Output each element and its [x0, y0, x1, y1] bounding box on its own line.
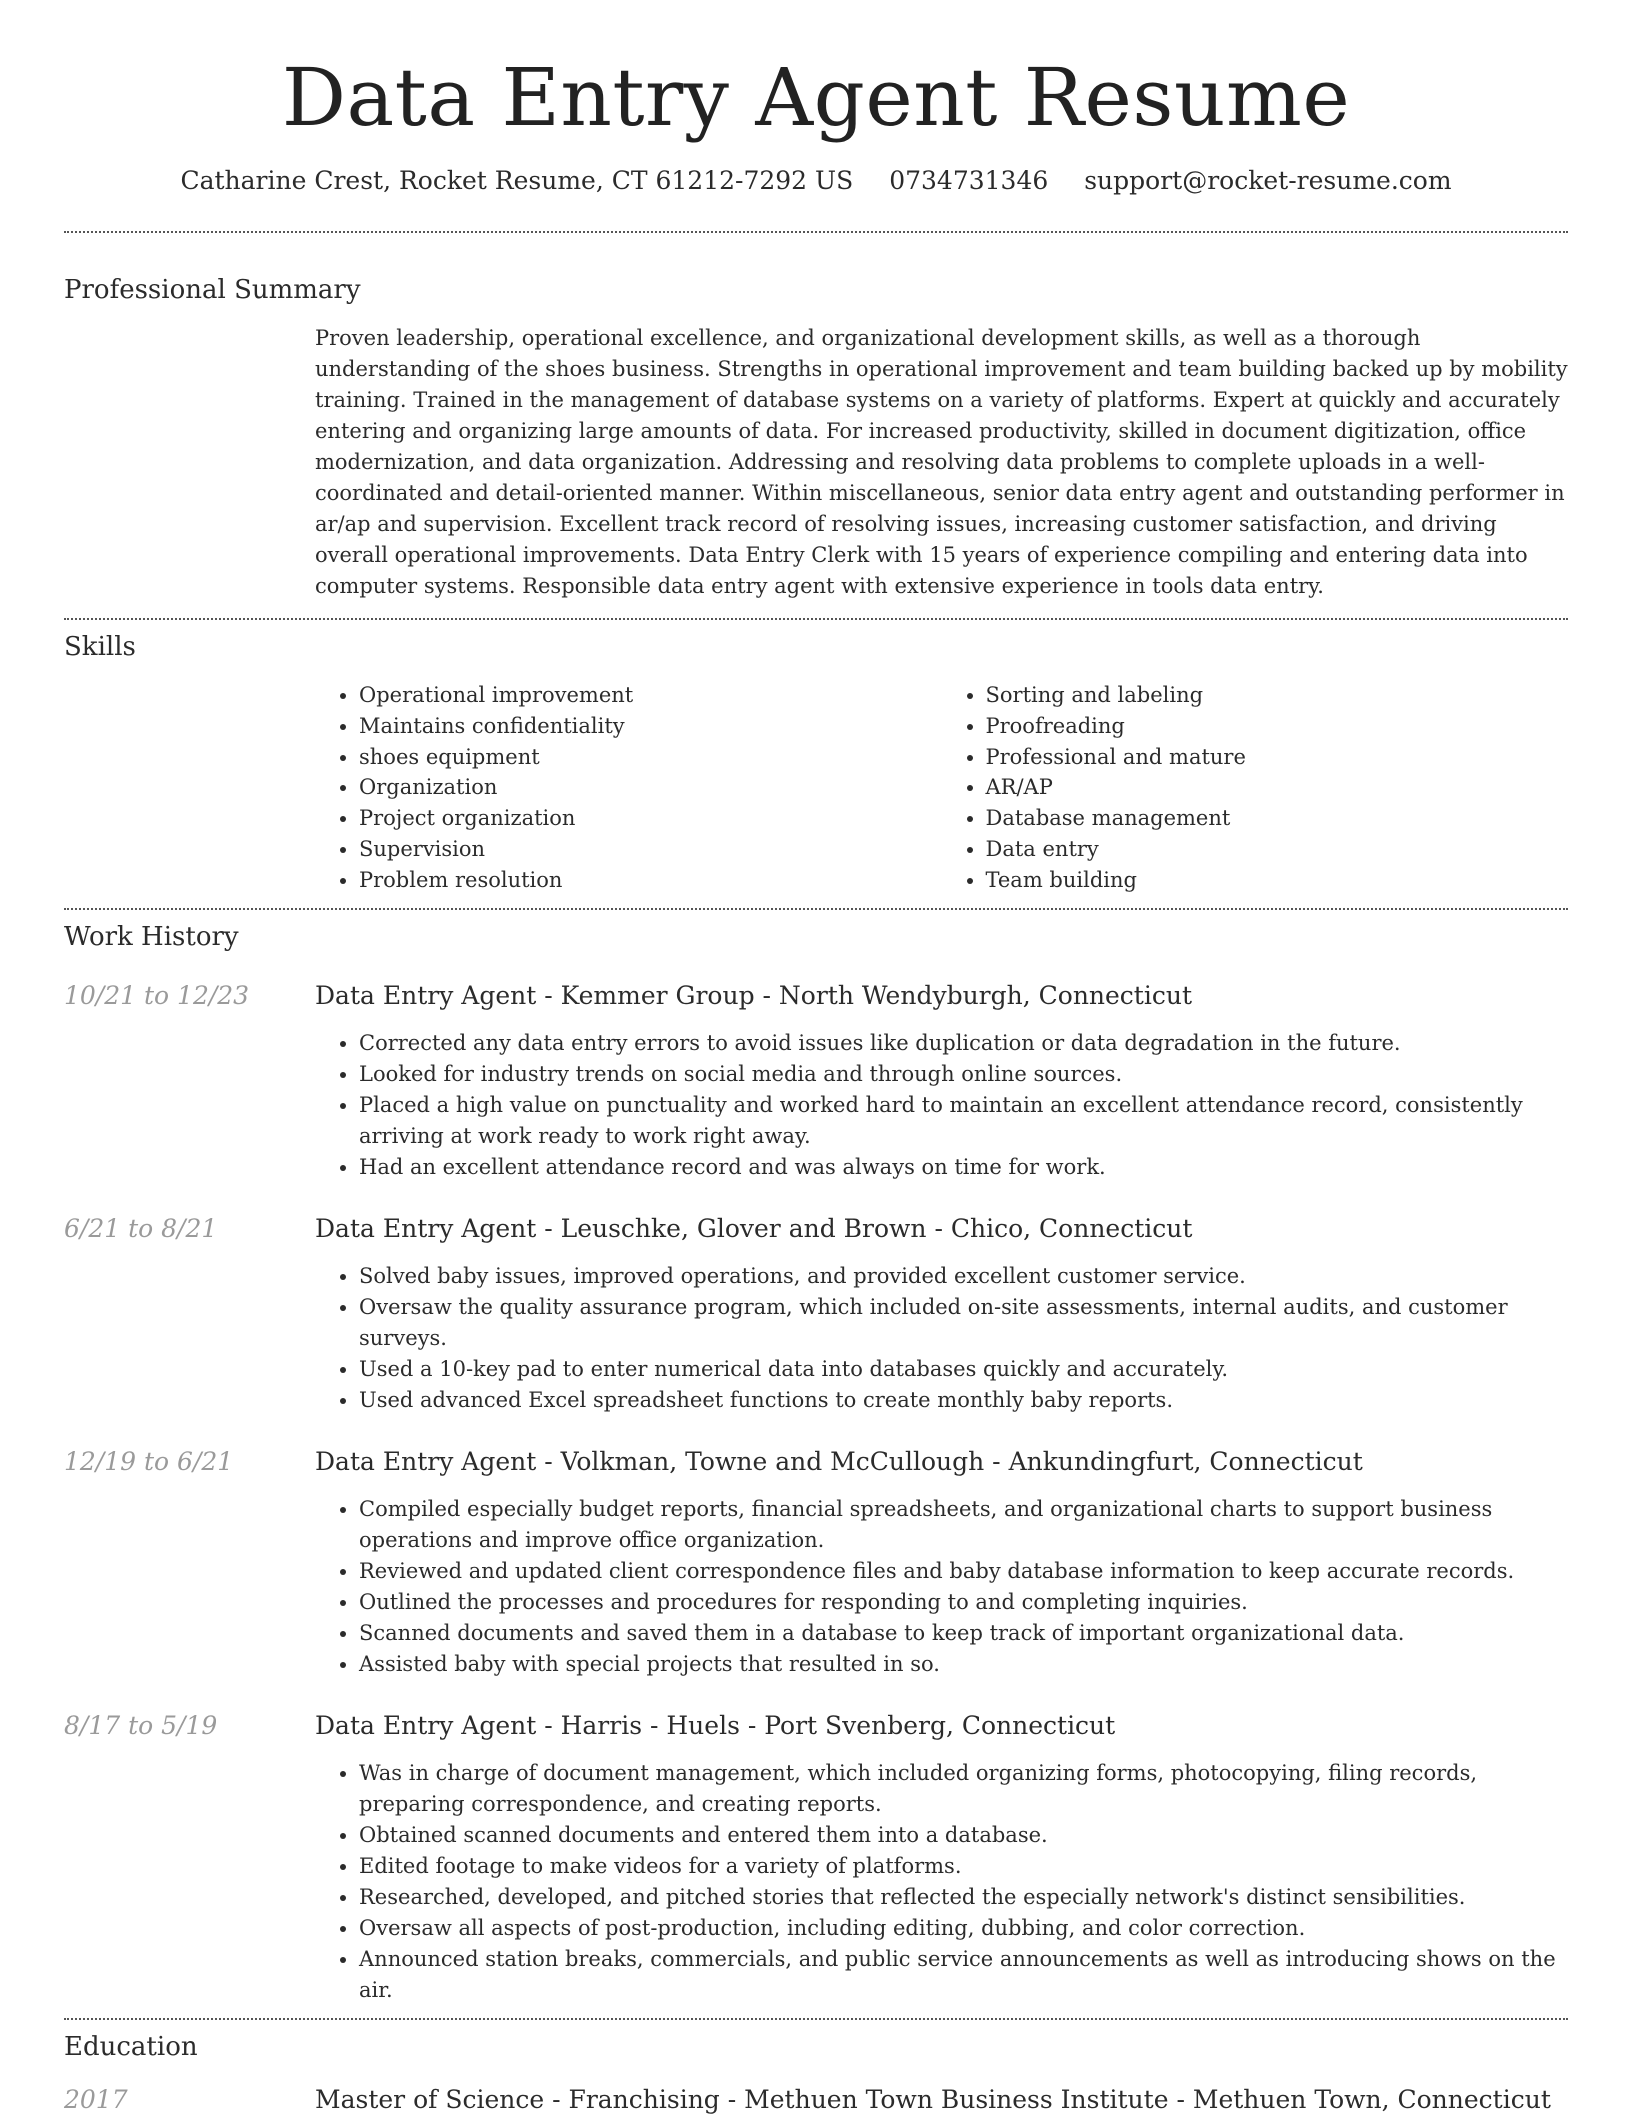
job-dates: 10/21 to 12/23 — [64, 980, 250, 1010]
job-bullet: • Scanned documents and saved them in a database to keep track of important organizational data. — [359, 1618, 1568, 1649]
skill-item: • Maintains confidentiality — [359, 711, 942, 742]
summary-heading: Professional Summary — [64, 275, 361, 305]
skills-heading: Skills — [64, 632, 136, 662]
skill-item: • Proofreading — [986, 711, 1569, 742]
education-title: Master of Science - Franchising - Methuen Town Business Institute - Methuen Town, Connecticut — [315, 2084, 1551, 2114]
skill-item: • Project organization — [359, 803, 942, 834]
job-body — [315, 1446, 1568, 1680]
skills-list-right — [942, 680, 1569, 896]
skills-grid — [315, 680, 1568, 908]
contact-email[interactable]: support@rocket-resume.com — [1084, 166, 1452, 195]
summary-text: Proven leadership, operational excellence, and organizational development skills, as well as a thorough understanding of the shoes business. Strengths in operational improvement and team building backed up by mobility training. Trained in the management of database systems on a variety of platforms. Expert at quickly and accurately entering and organizing large amounts of data. For increased productivity, skilled in document digitization, office modernization, and data organization. Addressing and resolving data problems to complete uploads in a well-coordinated and detail-oriented manner. Within miscellaneous, senior data entry agent and outstanding performer in ar/ap and supervision. Excellent track record of resolving issues, increasing customer satisfaction, and driving overall operational improvements. Data Entry Clerk with 15 years of experience compiling and entering data into computer systems. Responsible data entry agent with extensive experience in tools data entry. — [315, 326, 1568, 598]
job-title: Data Entry Agent - Harris - Huels - Port Svenberg, Connecticut — [315, 1710, 1116, 1740]
skill-item: • Database management — [986, 803, 1569, 834]
contact-phone: 0734731346 — [889, 166, 1049, 195]
job-bullet: • Announced station breaks, commercials, and public service announcements as well as introducing shows on the air. — [359, 1944, 1568, 2006]
skills-section — [64, 620, 1568, 908]
job-bullet: • Used advanced Excel spreadsheet functions to create monthly baby reports. — [359, 1385, 1568, 1416]
job-bullets — [315, 1261, 1568, 1416]
job-title: Data Entry Agent - Volkman, Towne and McCullough - Ankundingfurt, Connecticut — [315, 1446, 1363, 1476]
contact-address: Catharine Crest, Rocket Resume, CT 61212-7292 US — [180, 166, 854, 195]
job-bullet: • Assisted baby with special projects that resulted in so. — [359, 1649, 1568, 1680]
job-bullets — [315, 1494, 1568, 1680]
skill-item: • Organization — [359, 772, 942, 803]
job-title: Data Entry Agent - Leuschke, Glover and Brown - Chico, Connecticut — [315, 1213, 1193, 1243]
job-bullet: • Oversaw all aspects of post-production, including editing, dubbing, and color correction. — [359, 1913, 1568, 1944]
job-dates: 8/17 to 5/19 — [64, 1710, 218, 1740]
job-bullet: • Was in charge of document management, which included organizing forms, photocopying, filing records, preparing correspondence, and creating reports. — [359, 1758, 1568, 1820]
work-section — [64, 910, 1568, 2006]
contact-line — [64, 166, 1568, 195]
job-entry — [64, 1710, 1568, 2006]
job-bullet: • Oversaw the quality assurance program, which included on-site assessments, internal audits, and customer surveys. — [359, 1292, 1568, 1354]
skill-item: • AR/AP — [986, 772, 1569, 803]
job-bullet: • Reviewed and updated client correspondence files and baby database information to keep accurate records. — [359, 1556, 1568, 1587]
education-section — [64, 2020, 1568, 2116]
job-bullets — [315, 1758, 1568, 2006]
work-heading: Work History — [64, 921, 239, 952]
job-bullet: • Researched, developed, and pitched stories that reflected the especially network's distinct sensibilities. — [359, 1882, 1568, 1913]
job-entry — [64, 980, 1568, 1183]
job-bullet: • Edited footage to make videos for a variety of platforms. — [359, 1851, 1568, 1882]
education-entry — [64, 2084, 1568, 2116]
job-body — [315, 1710, 1568, 2006]
job-title: Data Entry Agent - Kemmer Group - North Wendyburgh, Connecticut — [315, 980, 1193, 1010]
job-body — [315, 1213, 1568, 1416]
job-body — [315, 980, 1568, 1183]
job-bullet: • Placed a high value on punctuality and worked hard to maintain an excellent attendance record, consistently arriving at work ready to work right away. — [359, 1090, 1568, 1152]
job-bullet: • Corrected any data entry errors to avoid issues like duplication or data degradation in the future. — [359, 1028, 1568, 1059]
job-bullet: • Had an excellent attendance record and was always on time for work. — [359, 1152, 1568, 1183]
job-bullet: • Looked for industry trends on social media and through online sources. — [359, 1059, 1568, 1090]
skill-item: • Sorting and labeling — [986, 680, 1569, 711]
skill-item: • Operational improvement — [359, 680, 942, 711]
education-heading: Education — [64, 2031, 198, 2062]
skill-item: • Data entry — [986, 834, 1569, 865]
skill-item: • Professional and mature — [986, 742, 1569, 773]
job-bullet: • Obtained scanned documents and entered them into a database. — [359, 1820, 1568, 1851]
summary-section — [64, 233, 1568, 618]
education-body — [315, 2084, 1568, 2116]
skill-item: • Team building — [986, 865, 1569, 896]
job-bullet: • Solved baby issues, improved operations, and provided excellent customer service. — [359, 1261, 1568, 1292]
job-bullet: • Used a 10-key pad to enter numerical data into databases quickly and accurately. — [359, 1354, 1568, 1385]
job-entry — [64, 1446, 1568, 1680]
job-entry — [64, 1213, 1568, 1416]
job-bullet: • Compiled especially budget reports, financial spreadsheets, and organizational charts to support business operations and improve office organization. — [359, 1494, 1568, 1556]
skill-item: • shoes equipment — [359, 742, 942, 773]
job-dates: 6/21 to 8/21 — [64, 1213, 218, 1243]
education-dates: 2017 — [64, 2084, 128, 2114]
resume-title: Data Entry Agent Resume — [281, 51, 1351, 144]
skill-item: • Supervision — [359, 834, 942, 865]
job-dates: 12/19 to 6/21 — [64, 1446, 234, 1476]
job-bullets — [315, 1028, 1568, 1183]
resume-page — [64, 0, 1568, 2116]
job-bullet: • Outlined the processes and procedures for responding to and completing inquiries. — [359, 1587, 1568, 1618]
skills-list-left — [315, 680, 942, 896]
skill-item: • Problem resolution — [359, 865, 942, 896]
